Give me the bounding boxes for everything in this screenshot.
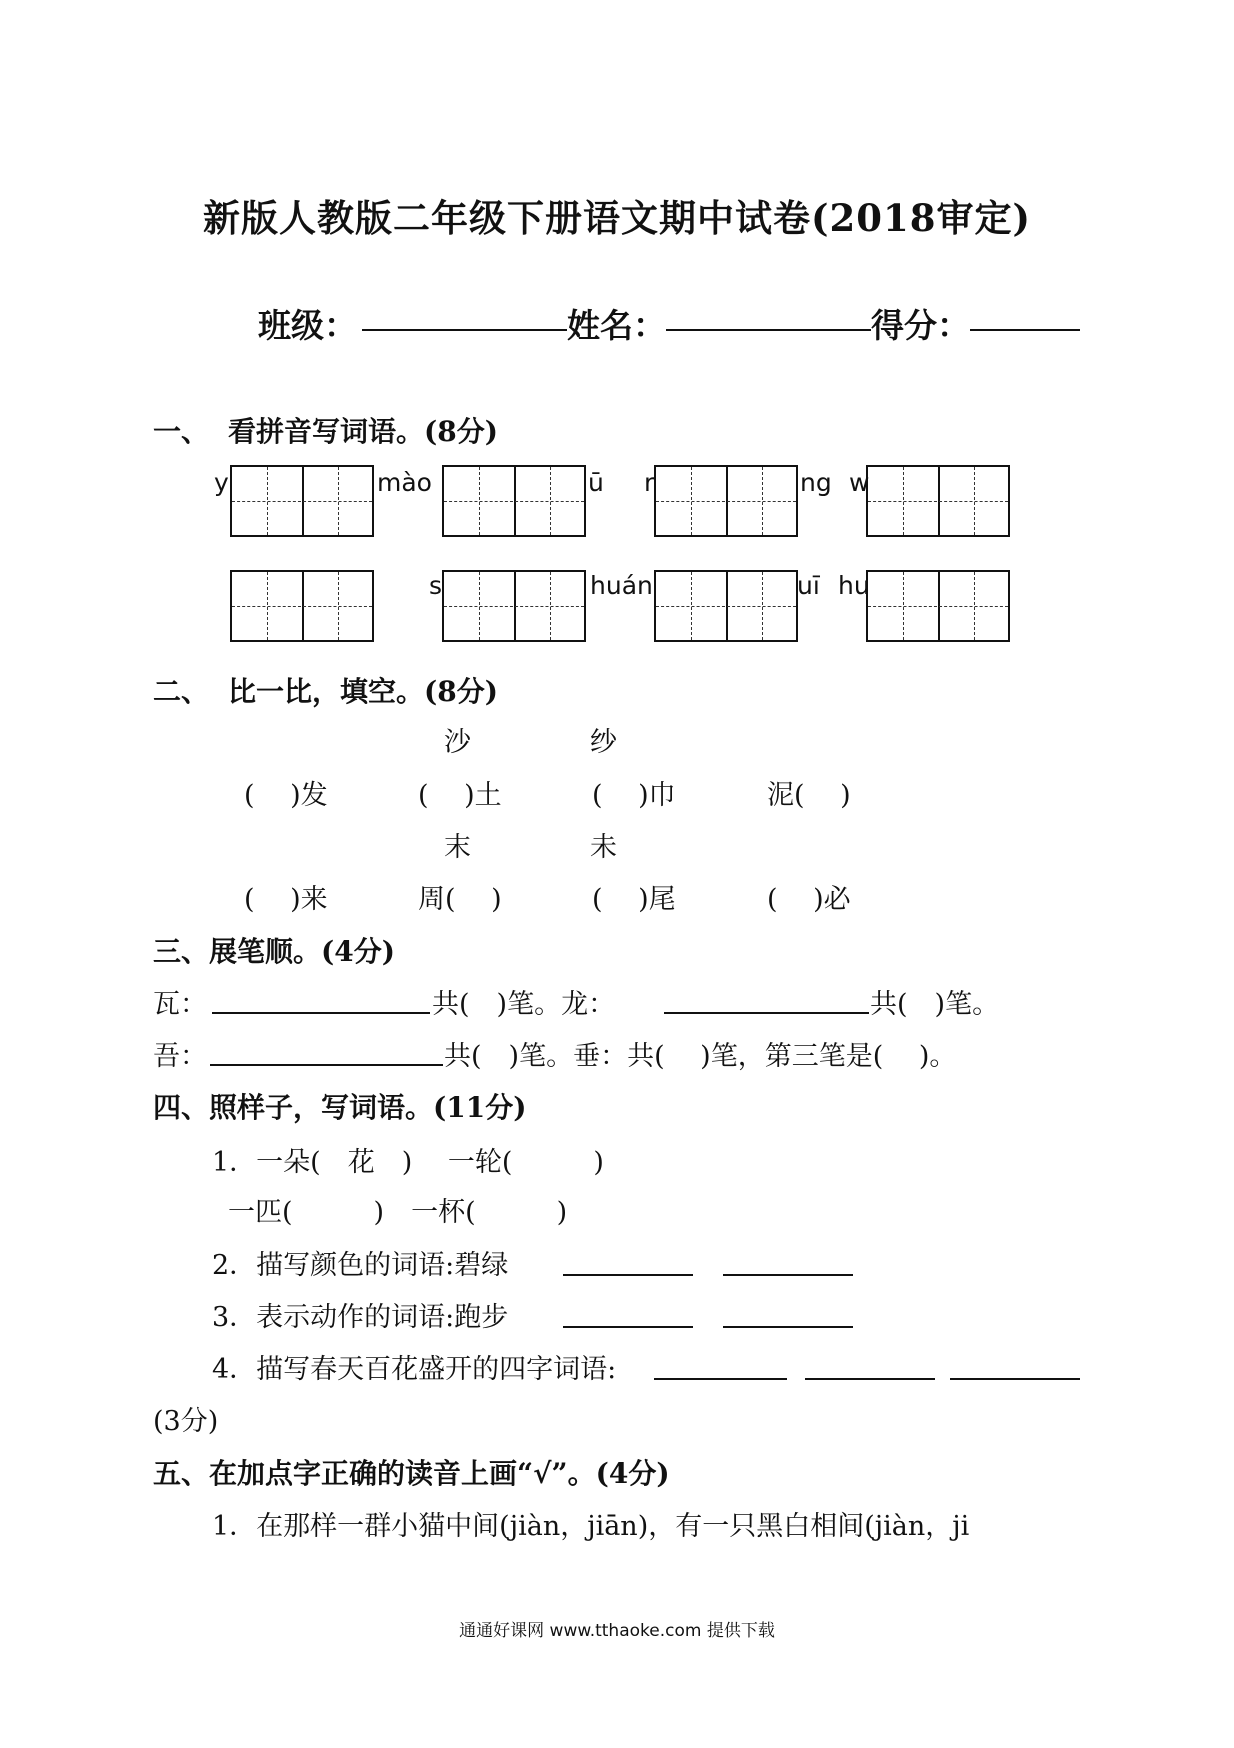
fill-item[interactable]: 周( ) — [418, 884, 502, 915]
writing-grid[interactable] — [654, 570, 798, 642]
fill-item[interactable]: ( )来 — [244, 884, 328, 915]
pinyin-2: mào — [377, 468, 432, 497]
compare-char: 纱 — [590, 727, 617, 758]
answer-blank[interactable] — [950, 1378, 1080, 1380]
section1-heading: 看拼音写词语。(8分) — [228, 415, 498, 448]
section1-number: 一、 — [153, 415, 210, 448]
fill-item[interactable]: ( )土 — [418, 780, 502, 811]
answer-blank[interactable] — [654, 1378, 787, 1380]
class-blank[interactable] — [362, 329, 567, 331]
section4-heading: 四、照样子，写词语。(11分) — [153, 1091, 527, 1124]
compare-char: 未 — [590, 832, 617, 863]
pinyin-4: r — [644, 468, 655, 497]
exercise-line: 一匹( ) 一杯( ) — [228, 1197, 568, 1228]
pinyin-7: s — [429, 571, 443, 600]
fill-item[interactable]: 泥( ) — [767, 780, 851, 811]
stroke-char-label: 吾： — [153, 1041, 207, 1072]
writing-grid[interactable] — [654, 465, 798, 537]
name-blank[interactable] — [666, 329, 871, 331]
stroke-text: 共( )笔。龙： — [432, 989, 616, 1020]
stroke-blank[interactable] — [664, 1012, 869, 1014]
answer-blank[interactable] — [805, 1378, 935, 1380]
fill-item[interactable]: ( )巾 — [592, 780, 676, 811]
section2-number: 二、 — [153, 675, 210, 708]
section2-heading: 比一比，填空。(8分) — [228, 675, 498, 708]
pinyin-3: ū — [588, 468, 604, 497]
score-note: (3分) — [153, 1406, 219, 1437]
exercise-line: 3．表示动作的词语:跑步 — [212, 1302, 509, 1333]
name-label: 姓名： — [567, 306, 666, 345]
fill-item[interactable]: ( )发 — [244, 780, 328, 811]
writing-grid[interactable] — [230, 465, 374, 537]
pinyin-8: huán — [590, 571, 653, 600]
stroke-blank[interactable] — [210, 1064, 443, 1066]
writing-grid[interactable] — [442, 570, 586, 642]
stroke-text: 共( )笔。 — [870, 989, 1000, 1020]
class-label: 班级： — [258, 306, 357, 345]
compare-char: 末 — [444, 832, 471, 863]
page-title: 新版人教版二年级下册语文期中试卷(2018审定) — [203, 196, 1031, 240]
fill-item[interactable]: ( )尾 — [592, 884, 676, 915]
stroke-char-label: 瓦： — [153, 989, 207, 1020]
pinyin-6: w — [849, 468, 870, 497]
pinyin-9: uī — [797, 571, 820, 600]
fill-item[interactable]: ( )必 — [767, 884, 851, 915]
answer-blank[interactable] — [563, 1274, 693, 1276]
compare-char: 沙 — [444, 727, 471, 758]
exercise-line: 2．描写颜色的词语:碧绿 — [212, 1250, 509, 1281]
section5-heading: 五、在加点字正确的读音上画“√”。(4分) — [153, 1457, 670, 1490]
exercise-line: 4．描写春天百花盛开的四字词语: — [212, 1354, 617, 1385]
pinyin-5: ng — [800, 468, 832, 497]
section3-heading: 三、展笔顺。(4分) — [153, 935, 395, 968]
score-blank[interactable] — [970, 329, 1080, 331]
writing-grid[interactable] — [442, 465, 586, 537]
stroke-blank[interactable] — [212, 1012, 430, 1014]
footer-text: 通通好课网 www.tthaoke.com 提供下载 — [459, 1621, 775, 1641]
writing-grid[interactable] — [866, 465, 1010, 537]
score-label: 得分： — [871, 306, 970, 345]
writing-grid[interactable] — [866, 570, 1010, 642]
answer-blank[interactable] — [723, 1274, 853, 1276]
pinyin-10: hu — [838, 571, 870, 600]
writing-grid[interactable] — [230, 570, 374, 642]
stroke-text: 共( )笔。垂：共( )笔，第三笔是( )。 — [444, 1041, 957, 1072]
exercise-line: 1．一朵( 花 ) 一轮( ) — [212, 1147, 604, 1178]
answer-blank[interactable] — [723, 1326, 853, 1328]
exercise-line: 1．在那样一群小猫中间(jiàn，jiān)，有一只黑白相间(jiàn，ji — [212, 1511, 970, 1542]
answer-blank[interactable] — [563, 1326, 693, 1328]
pinyin-1: y — [214, 468, 229, 497]
